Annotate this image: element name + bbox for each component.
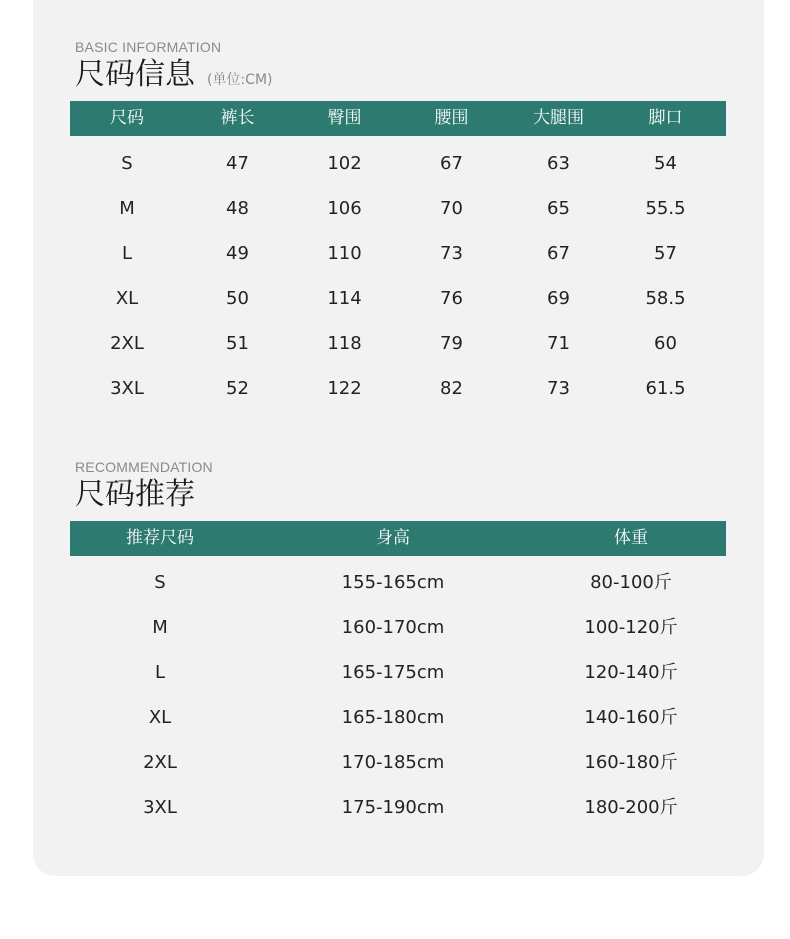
size-header-cell: 臀围 (327, 108, 362, 128)
table-cell: 57 (654, 243, 677, 264)
table-row (70, 321, 726, 366)
table-row (70, 560, 726, 605)
table-cell: S (121, 153, 133, 174)
table-cell: 114 (327, 288, 362, 309)
table-cell: 100-120斤 (584, 617, 678, 638)
table-cell: L (154, 662, 166, 683)
table-cell: XL (115, 288, 139, 309)
table-cell: 58.5 (645, 288, 686, 309)
recommendation-title-row (75, 476, 726, 520)
recommendation-eyebrow: RECOMMENDATION (75, 459, 213, 475)
table-cell: 49 (226, 243, 249, 264)
table-row (70, 231, 726, 276)
table-cell: 55.5 (645, 198, 686, 219)
table-cell: XL (148, 707, 172, 728)
table-cell: 2XL (110, 333, 144, 354)
table-cell: 118 (327, 333, 362, 354)
table-cell: 63 (547, 153, 570, 174)
size-info-section (70, 38, 726, 411)
table-cell: 51 (226, 333, 249, 354)
size-header-cell: 腰围 (434, 108, 469, 128)
recommendation-header-cell: 推荐尺码 (126, 528, 194, 548)
table-cell: 65 (547, 198, 570, 219)
table-cell: 61.5 (645, 378, 686, 399)
recommendation-table-body (70, 560, 726, 830)
table-cell: M (152, 617, 168, 638)
table-cell: 3XL (143, 797, 177, 818)
size-header-cell: 裤长 (220, 108, 255, 128)
table-row (70, 650, 726, 695)
size-table-header (70, 101, 726, 136)
table-cell: 52 (226, 378, 249, 399)
table-cell: 69 (547, 288, 570, 309)
table-row (70, 366, 726, 411)
table-cell: 47 (226, 153, 249, 174)
table-row (70, 276, 726, 321)
table-cell: 50 (226, 288, 249, 309)
table-row (70, 695, 726, 740)
table-cell: 102 (327, 153, 362, 174)
table-row (70, 605, 726, 650)
table-cell: 82 (440, 378, 463, 399)
size-info-unit: (单位:CM) (207, 72, 273, 88)
table-cell: 67 (547, 243, 570, 264)
table-cell: 106 (327, 198, 362, 219)
recommendation-title: 尺码推荐 (75, 477, 195, 512)
table-cell: 60 (654, 333, 677, 354)
table-row (70, 141, 726, 186)
table-cell: 48 (226, 198, 249, 219)
table-cell: 140-160斤 (584, 707, 678, 728)
table-cell: S (154, 572, 166, 593)
table-cell: 76 (440, 288, 463, 309)
recommendation-table-header (70, 521, 726, 556)
table-cell: 180-200斤 (584, 797, 678, 818)
table-row (70, 740, 726, 785)
table-row (70, 186, 726, 231)
recommendation-header-cell: 身高 (376, 528, 410, 548)
size-table-body (70, 141, 726, 411)
table-cell: 120-140斤 (584, 662, 678, 683)
table-cell: 122 (327, 378, 362, 399)
table-cell: 110 (327, 243, 362, 264)
table-cell: 155-165cm (341, 572, 445, 593)
table-cell: 70 (440, 198, 463, 219)
recommendation-section (70, 458, 726, 830)
table-cell: 170-185cm (341, 752, 445, 773)
size-header-cell: 大腿围 (533, 108, 584, 128)
table-cell: M (119, 198, 135, 219)
table-row (70, 785, 726, 830)
table-cell: 71 (547, 333, 570, 354)
size-header-cell: 脚口 (648, 108, 683, 128)
table-cell: L (121, 243, 133, 264)
table-cell: 160-170cm (341, 617, 445, 638)
size-info-title-row (75, 56, 726, 100)
table-cell: 2XL (143, 752, 177, 773)
table-cell: 3XL (110, 378, 144, 399)
table-cell: 73 (440, 243, 463, 264)
table-cell: 67 (440, 153, 463, 174)
table-cell: 175-190cm (341, 797, 445, 818)
table-cell: 79 (440, 333, 463, 354)
table-cell: 73 (547, 378, 570, 399)
table-cell: 165-180cm (341, 707, 445, 728)
size-info-title: 尺码信息 (75, 57, 195, 92)
table-cell: 165-175cm (341, 662, 445, 683)
size-info-eyebrow: BASIC INFORMATION (75, 39, 222, 55)
table-cell: 160-180斤 (584, 752, 678, 773)
table-cell: 80-100斤 (590, 572, 672, 593)
recommendation-header-cell: 体重 (614, 528, 648, 548)
table-cell: 54 (654, 153, 677, 174)
size-header-cell: 尺码 (110, 108, 144, 128)
